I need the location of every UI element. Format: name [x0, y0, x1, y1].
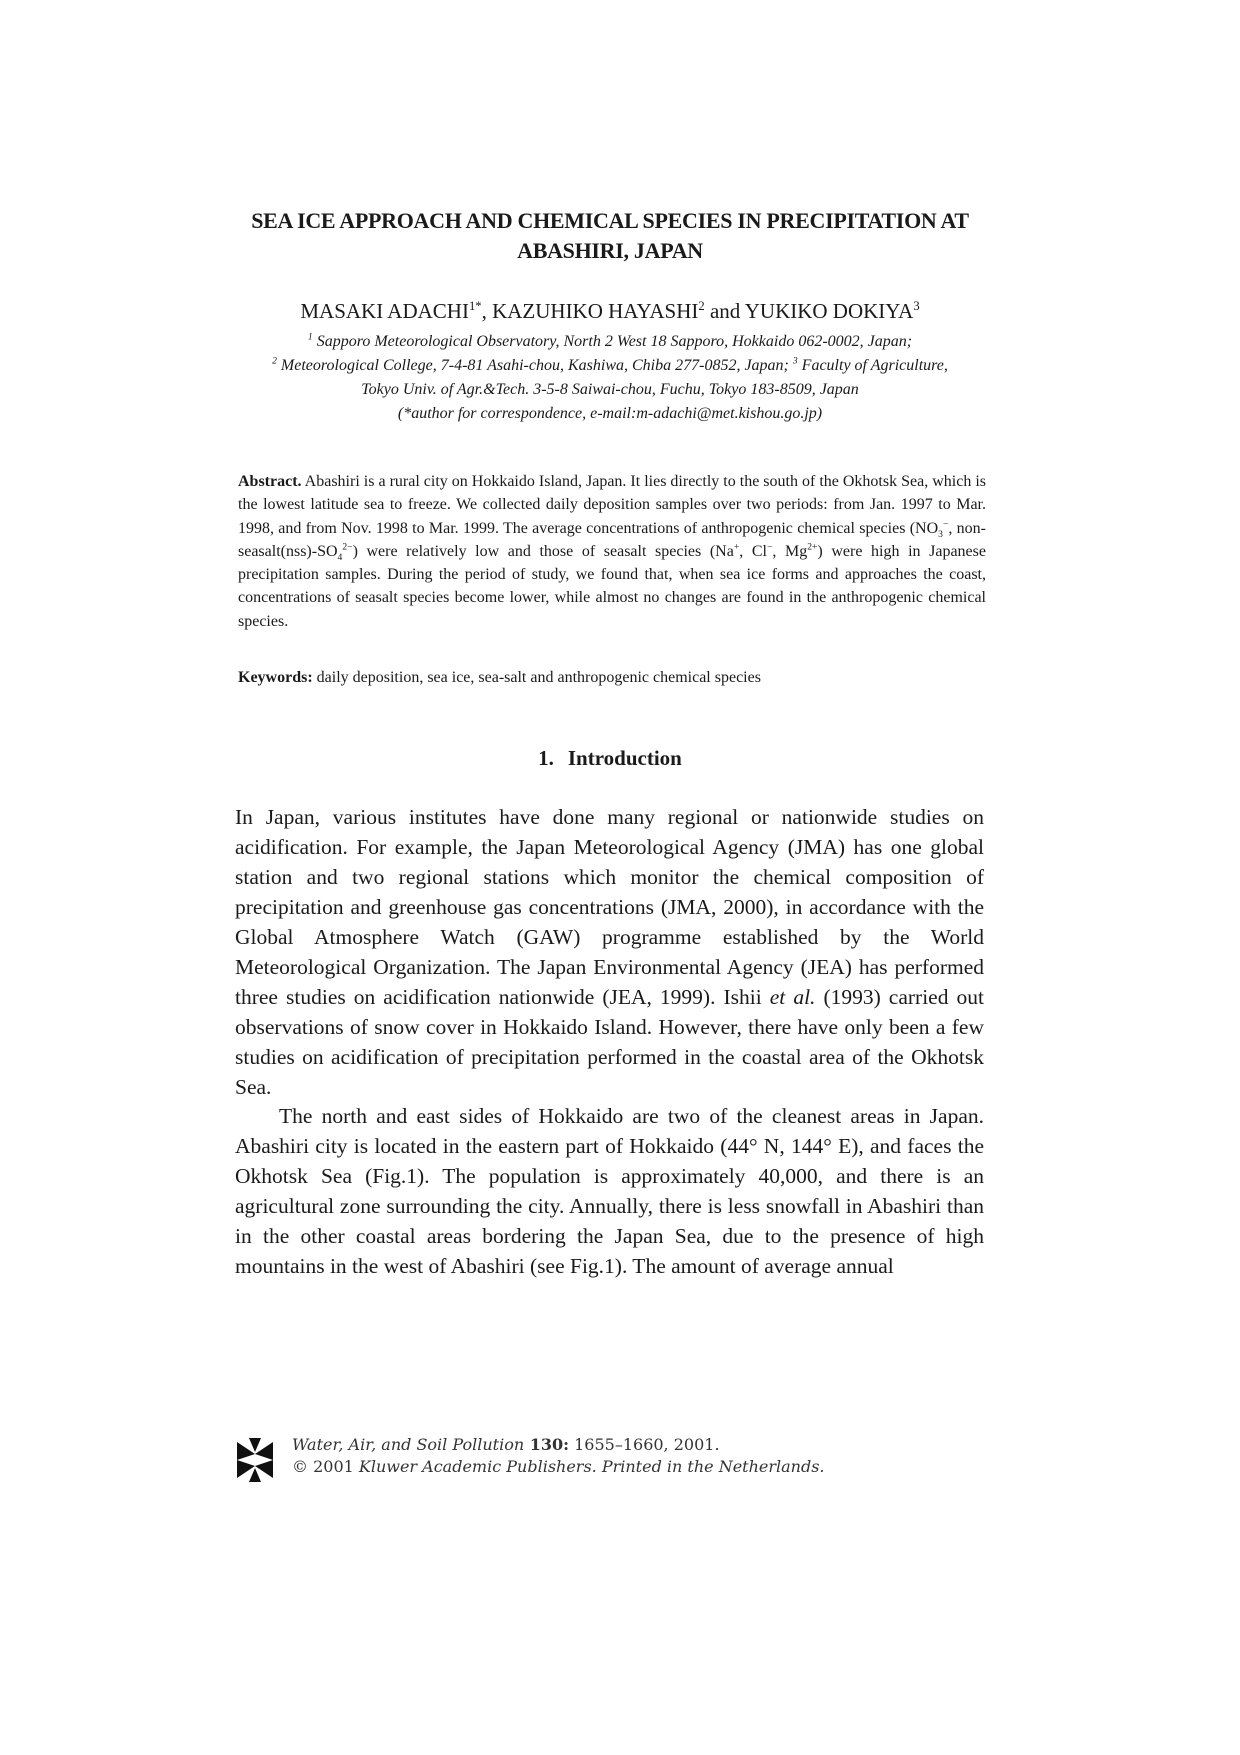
paragraph-text: (1993) carried out observations of snow cover in Hokkaido Island. However, there have only been a few studies on acidification of precipitation performed in the coastal area of the Okhotsk Sea. [235, 985, 984, 1099]
keywords [238, 666, 986, 689]
author-1: MASAKI ADACHI [300, 299, 469, 323]
publisher: Kluwer Academic Publishers. Printed in the Netherlands. [358, 1457, 825, 1476]
affiliations [210, 330, 1010, 426]
kluwer-logo-icon [235, 1438, 275, 1482]
affiliation-3: Faculty of Agriculture, [797, 357, 948, 374]
affiliation-line [210, 330, 1010, 354]
citation-line [292, 1434, 825, 1456]
affiliation-1: Sapporo Meteorological Observatory, North 2 West 18 Sapporo, Hokkaido 062-0002, Japan; [312, 333, 913, 350]
chem-superscript: − [942, 518, 949, 530]
author-3-marker: 3 [913, 299, 920, 313]
abstract-text: Abashiri is a rural city on Hokkaido Island, Japan. It lies directly to the south of the Okhotsk Sea, which is the lowest latitude sea to freeze. We collected daily deposition samples over two periods: from Jan. 1997 to Mar. 1998, and from Nov. 1998 to Mar. 1999. The average concentrations of anthropogenic chemical species (NO [238, 473, 986, 537]
paragraph-text: In Japan, various institutes have done many regional or nationwide studies on acidification. For example, the Japan Meteorological Agency (JMA) has one global station and two regional stations which monitor the chemical composition of precipitation and greenhouse gas concentrations (JMA, 2000), in accordance with the Global Atmosphere Watch (GAW) programme established by the World Meteorological Organization. The Japan Environmental Agency (JEA) has performed three studies on acidification nationwide (JEA, 1999). Ishii [235, 805, 984, 1009]
abstract-text: ) were relatively low and those of seasalt species (Na [352, 542, 734, 560]
et-al: et al. [769, 985, 816, 1009]
author-3: YUKIKO DOKIYA [744, 299, 914, 323]
intro-paragraph-1 [235, 802, 984, 1102]
page-footer [235, 1432, 935, 1502]
affiliation-2: Meteorological College, 7-4-81 Asahi-chou, Kashiwa, Chiba 277-0852, Japan; [276, 357, 793, 374]
author-2: KAZUHIKO HAYASHI [492, 299, 699, 323]
section-heading [210, 744, 1010, 772]
title-line-1: SEA ICE APPROACH AND CHEMICAL SPECIES IN PRECIPITATION AT [251, 208, 969, 233]
abstract-label: Abstract. [238, 473, 302, 490]
citation-text [292, 1434, 825, 1478]
chem-superscript: + [733, 541, 740, 553]
abstract-text: , non-seasalt(nss)-SO [238, 519, 986, 560]
intro-paragraph-2: The north and east sides of Hokkaido are two of the cleanest areas in Japan. Abashiri city is located in the eastern part of Hokkaido (44° N, 144° E), and faces the Okhotsk Sea (Fig.1). The population is approximately 40,000, and there is an agricultural zone surrounding the city. Annually, there is less snowfall in Abashiri than in the other coastal areas bordering the Japan Sea, due to the presence of high mountains in the west of Abashiri (see Fig.1). The amount of average annual [235, 1104, 984, 1278]
affiliation-marker: 1 [307, 331, 313, 343]
author-list [210, 298, 1010, 324]
copyright-line [292, 1456, 825, 1478]
affiliation-line: Tokyo Univ. of Agr.&Tech. 3-5-8 Saiwai-chou, Fuchu, Tokyo 183-8509, Japan [361, 381, 859, 398]
copyright: © 2001 [292, 1457, 359, 1476]
author-separator: , [481, 299, 493, 323]
paper-title [210, 206, 1010, 266]
abstract-text: ) were high in Japanese precipitation samples. During the period of study, we found that, when sea ice forms and approaches the coast, concentrations of seasalt species become lower, while almost no changes are found in the anthropogenic chemical species. [238, 542, 986, 630]
chem-superscript: 2+ [807, 541, 818, 553]
journal-name: Water, Air, and Soil Pollution [292, 1435, 525, 1454]
chem-superscript: 2− [342, 541, 353, 553]
chem-superscript: − [766, 541, 773, 553]
author-1-marker: 1* [468, 299, 482, 313]
section-number: 1. [538, 746, 554, 770]
keywords-label: Keywords: [238, 669, 313, 686]
chem-subscript: 4 [337, 552, 343, 564]
affiliation-line [210, 354, 1010, 378]
section-title: Introduction [567, 746, 682, 770]
title-line-2: ABASHIRI, JAPAN [517, 238, 703, 263]
keywords-text: daily deposition, sea ice, sea-salt and anthropogenic chemical species [312, 669, 761, 686]
author-2-marker: 2 [698, 299, 705, 313]
abstract [238, 470, 986, 633]
correspondence-email: (*author for correspondence, e-mail:m-adachi@met.kishou.go.jp) [397, 405, 823, 422]
author-separator: and [704, 299, 745, 323]
abstract-text: , Cl [739, 542, 767, 560]
pages-year: 1655–1660, 2001. [569, 1435, 720, 1454]
affiliation-marker: 2 [272, 355, 277, 367]
abstract-text: , Mg [772, 542, 808, 560]
affiliation-marker: 3 [792, 355, 798, 367]
chem-subscript: 3 [938, 528, 943, 540]
volume: 130: [524, 1435, 570, 1454]
